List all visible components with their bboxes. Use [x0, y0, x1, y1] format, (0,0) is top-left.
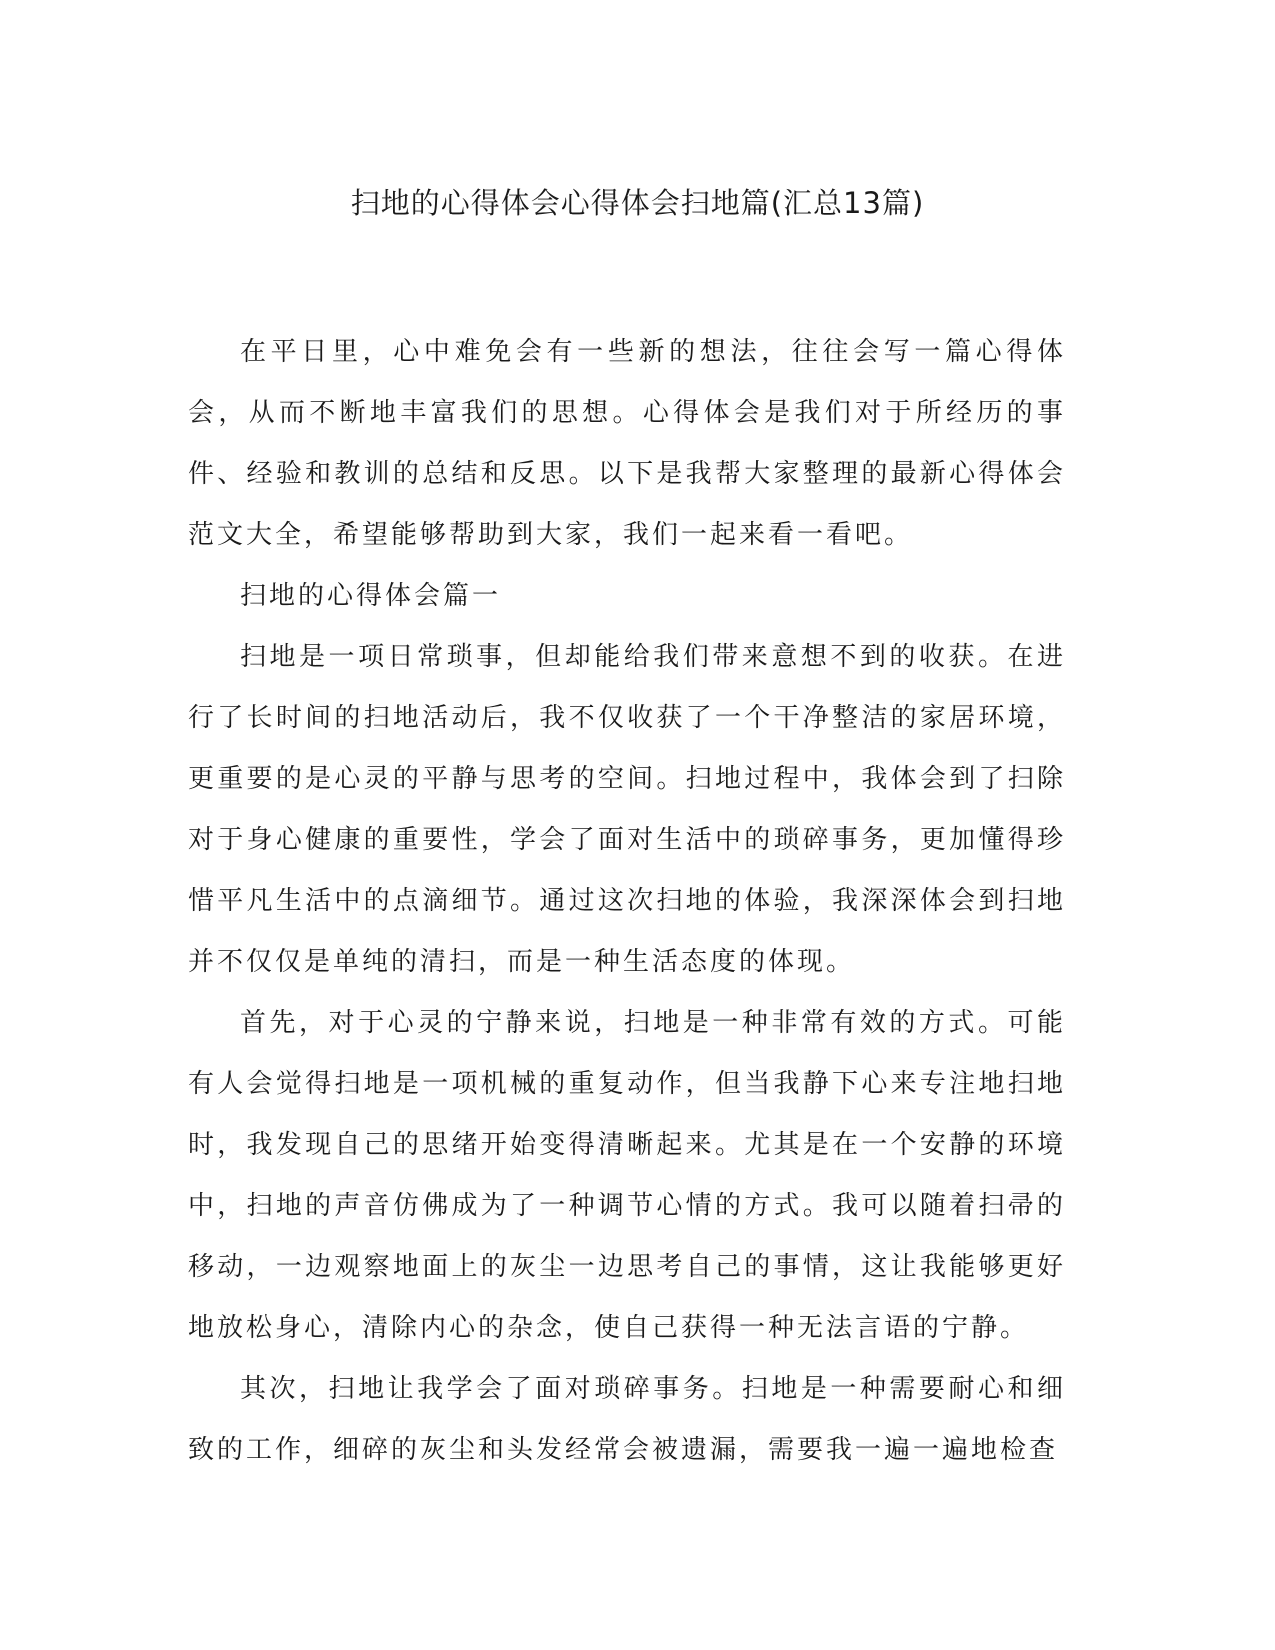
body-paragraph: 首先，对于心灵的宁静来说，扫地是一种非常有效的方式。可能有人会觉得扫地是一项机械的重复动作，但当我静下心来专注地扫地时，我发现自己的思绪开始变得清晰起来。尤其是在一个安静的环境中，扫地的声音仿佛成为了一种调节心情的方式。我可以随着扫帚的移动，一边观察地面上的灰尘一边思考自己的事情，这让我能够更好地放松身心，清除内心的杂念，使自己获得一种无法言语的宁静。 [188, 1008, 1066, 1343]
body-paragraph: 扫地是一项日常琐事，但却能给我们带来意想不到的收获。在进行了长时间的扫地活动后，我不仅收获了一个干净整洁的家居环境，更重要的是心灵的平静与思考的空间。扫地过程中，我体会到了扫除对于身心健康的重要性，学会了面对生活中的琐碎事务，更加懂得珍惜平凡生活中的点滴细节。通过这次扫地的体验，我深深体会到扫地并不仅仅是单纯的清扫，而是一种生活态度的体现。 [188, 642, 1066, 977]
document-title: 扫地的心得体会心得体会扫地篇(汇总13篇) [350, 186, 925, 220]
intro-paragraph: 在平日里，心中难免会有一些新的想法，往往会写一篇心得体会，从而不断地丰富我们的思想。心得体会是我们对于所经历的事件、经验和教训的总结和反思。以下是我帮大家整理的最新心得体会范文大全，希望能够帮助到大家，我们一起来看一看吧。 [188, 337, 1066, 550]
section-heading: 扫地的心得体会篇一 [240, 581, 502, 611]
body-paragraph: 其次，扫地让我学会了面对琐碎事务。扫地是一种需要耐心和细致的工作，细碎的灰尘和头发经常会被遗漏，需要我一遍一遍地检查 [188, 1374, 1066, 1465]
document-body [188, 322, 1066, 1481]
